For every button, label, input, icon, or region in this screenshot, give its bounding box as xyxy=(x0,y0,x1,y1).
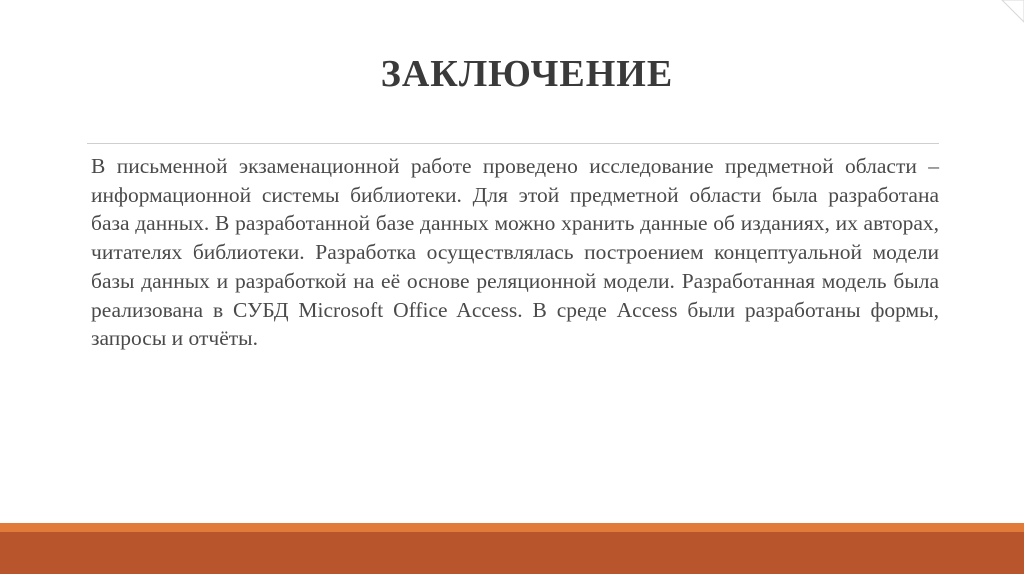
title-divider xyxy=(87,143,939,144)
footer-accent-stripe xyxy=(0,523,1024,532)
slide-title: ЗАКЛЮЧЕНИЕ xyxy=(380,53,674,95)
footer-accent-bar xyxy=(0,532,1024,574)
conclusion-paragraph: В письменной экзаменационной работе проведено исследование предметной области – информационной системы библиотеки. Для этой предметной области была разработана база данных. В разработанной базе данных можно хранить данные об изданиях, их авторах, читателях библиотеки. Разработка осуществлялась построением концептуальной модели базы данных и разработкой на её основе реляционной модели. Разработанная модель была реализована в СУБД Microsoft Office Access. В среде Access были разработаны формы, запросы и отчёты. xyxy=(91,154,939,351)
corner-fold-decoration xyxy=(994,0,1024,30)
